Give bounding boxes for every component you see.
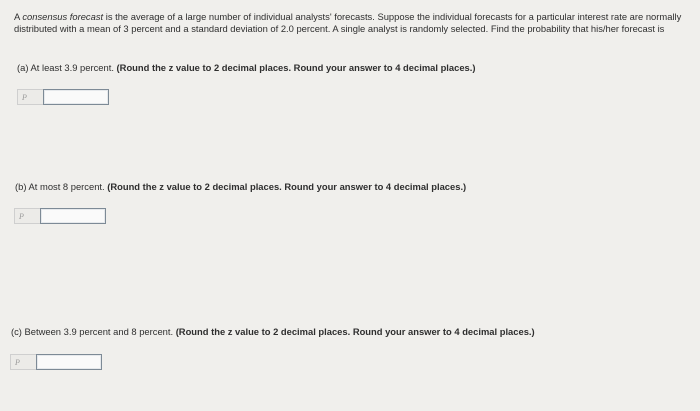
part-b-prefix: (b) At most 8 percent. [15, 181, 105, 192]
part-b-answer-input[interactable] [40, 208, 106, 224]
intro-text-rest: is the average of a large number of individual analysts' forecasts. Suppose the individual forecasts for a particular interest rate are normally distributed with a mean of 3 percent and a standard deviation of 2.0 percent. A single analyst is randomly selected. Find the probability that his/her forecast is [14, 11, 682, 34]
problem-statement [14, 11, 686, 35]
part-c-instruction: (Round the z value to 2 decimal places. Round your answer to 4 decimal places.) [175, 326, 535, 337]
part-b-p-label: P [14, 208, 40, 224]
part-b-instruction: (Round the z value to 2 decimal places. Round your answer to 4 decimal places.) [107, 181, 467, 192]
part-a-question [17, 62, 476, 74]
part-a-instruction: (Round the z value to 2 decimal places. Round your answer to 4 decimal places.) [116, 62, 476, 73]
part-b-question [15, 181, 466, 193]
part-c-prefix: (c) Between 3.9 percent and 8 percent. [11, 326, 174, 337]
part-c-answer-row [10, 353, 102, 371]
intro-term: consensus forecast [22, 11, 104, 22]
part-a-answer-input[interactable] [43, 89, 109, 105]
part-c-answer-input[interactable] [36, 354, 102, 370]
part-b-answer-row [14, 207, 106, 225]
part-a-prefix: (a) At least 3.9 percent. [17, 62, 114, 73]
part-a-p-label: P [17, 89, 43, 105]
part-c-p-label: P [10, 354, 36, 370]
part-a-answer-row [17, 88, 109, 106]
intro-text-start: A [14, 11, 23, 22]
part-c-question [11, 326, 535, 338]
